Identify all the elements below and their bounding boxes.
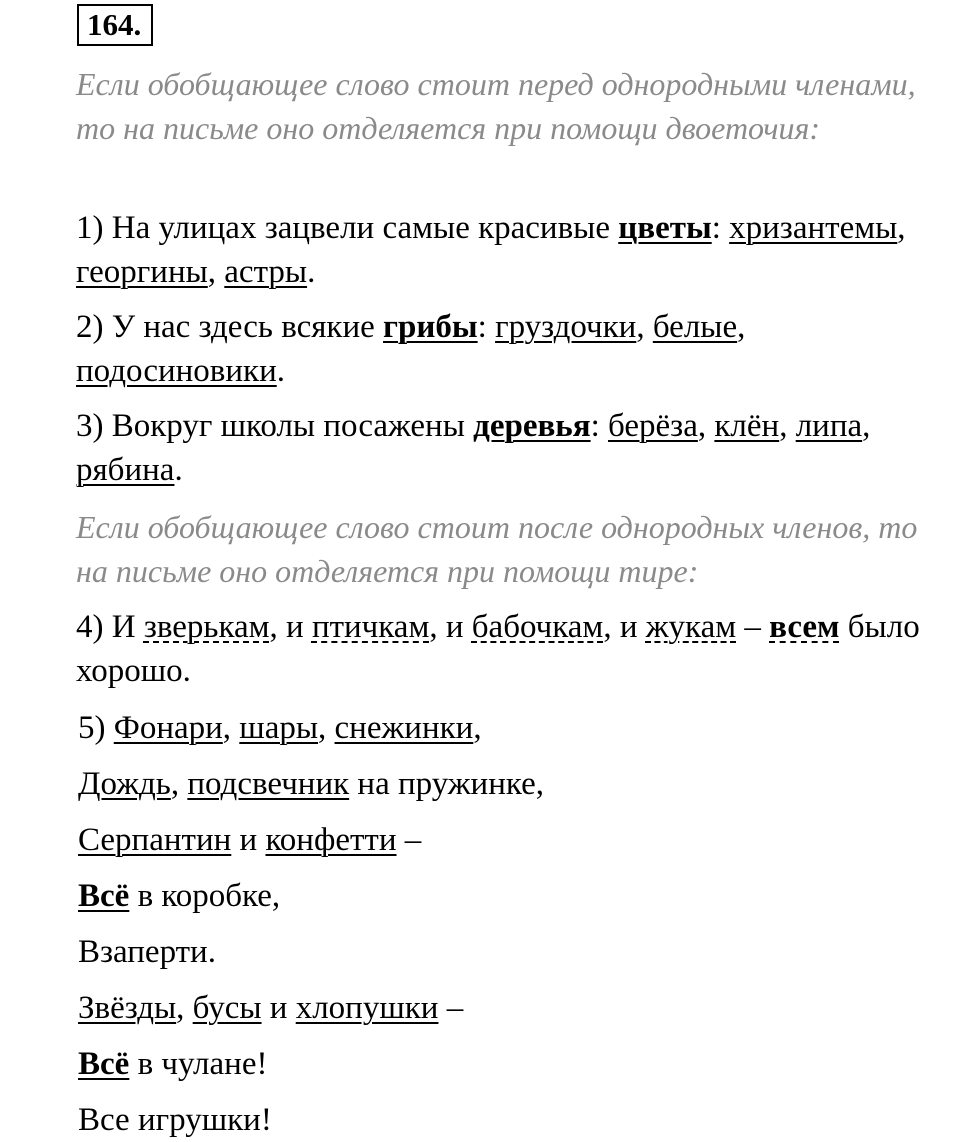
homogeneous-member: Фонари [113, 710, 223, 746]
homogeneous-member: хлопушки [295, 990, 439, 1026]
rule-note-colon [4, 62, 954, 150]
homogeneous-member: подсвечник [187, 766, 350, 802]
generalizing-word: деревья [473, 408, 591, 444]
homogeneous-member: бусы [192, 990, 262, 1026]
homogeneous-member: астры [224, 254, 308, 290]
sentence-1: 1) На улицах зацвели самые красивые цветы: хризантемы, георгины, астры. [76, 210, 906, 290]
homogeneous-member: берёза [608, 408, 698, 444]
generalizing-word: Всё [78, 1046, 130, 1082]
generalizing-word: грибы [383, 309, 478, 345]
homogeneous-member: георгины [76, 254, 208, 290]
homogeneous-member: липа [795, 408, 863, 444]
generalizing-word: цветы [618, 210, 712, 246]
homogeneous-member: конфетти [265, 822, 397, 858]
homogeneous-member: подосиновики [76, 353, 277, 389]
homogeneous-member: зверькам [143, 609, 270, 645]
homogeneous-member: груздочки [495, 309, 637, 345]
homogeneous-member: птичкам [311, 609, 430, 645]
poem-line-1: 5) Фонари, шары, снежинки, [78, 710, 482, 746]
sentence-2: 2) У нас здесь всякие грибы: груздочки, белые, подосиновики. [76, 309, 746, 389]
homogeneous-member: рябина [76, 452, 175, 488]
poem-line-8: Все игрушки! [78, 1102, 272, 1138]
homogeneous-member: снежинки [334, 710, 474, 746]
poem-line-7: Всё в чулане! [78, 1046, 268, 1082]
exercise-number-box: 164. [77, 4, 153, 46]
homogeneous-member: клён [714, 408, 780, 444]
homogeneous-member: Серпантин [78, 822, 232, 858]
poem-line-6: Звёзды, бусы и хлопушки – [78, 990, 464, 1026]
homogeneous-member: бабочкам [471, 609, 604, 645]
exercise-number: 164 [87, 7, 134, 42]
poem-line-3: Серпантин и конфетти – [78, 822, 422, 858]
generalizing-word: Всё [78, 878, 130, 914]
poem-line-5: Взаперти. [78, 934, 216, 970]
sentence-3: 3) Вокруг школы посажены деревья: берёза, клён, липа, рябина. [76, 408, 871, 488]
generalizing-word: всем [769, 609, 840, 645]
rule-text: Если обобщающее слово стоит перед однородными членами, то на письме оно отделяется при помощи двоеточия: [76, 66, 916, 146]
homogeneous-member: жукам [645, 609, 737, 645]
sentence-4: 4) И зверькам, и птичкам, и бабочкам, и жукам – всем было хорошо. [76, 609, 920, 689]
homogeneous-member: хризантемы [729, 210, 898, 246]
poem-line-2: Дождь, подсвечник на пружинке, [78, 766, 544, 802]
rule-text: Если обобщающее слово стоит после однородных членов, то на письме оно отделяется при помощи тире: [76, 509, 918, 589]
homogeneous-member: Дождь [78, 766, 171, 802]
homogeneous-member: белые [652, 309, 738, 345]
homogeneous-member: Звёзды [78, 990, 177, 1026]
rule-note-dash [4, 505, 954, 593]
homogeneous-member: шары [239, 710, 319, 746]
poem-line-4: Всё в коробке, [78, 878, 281, 914]
